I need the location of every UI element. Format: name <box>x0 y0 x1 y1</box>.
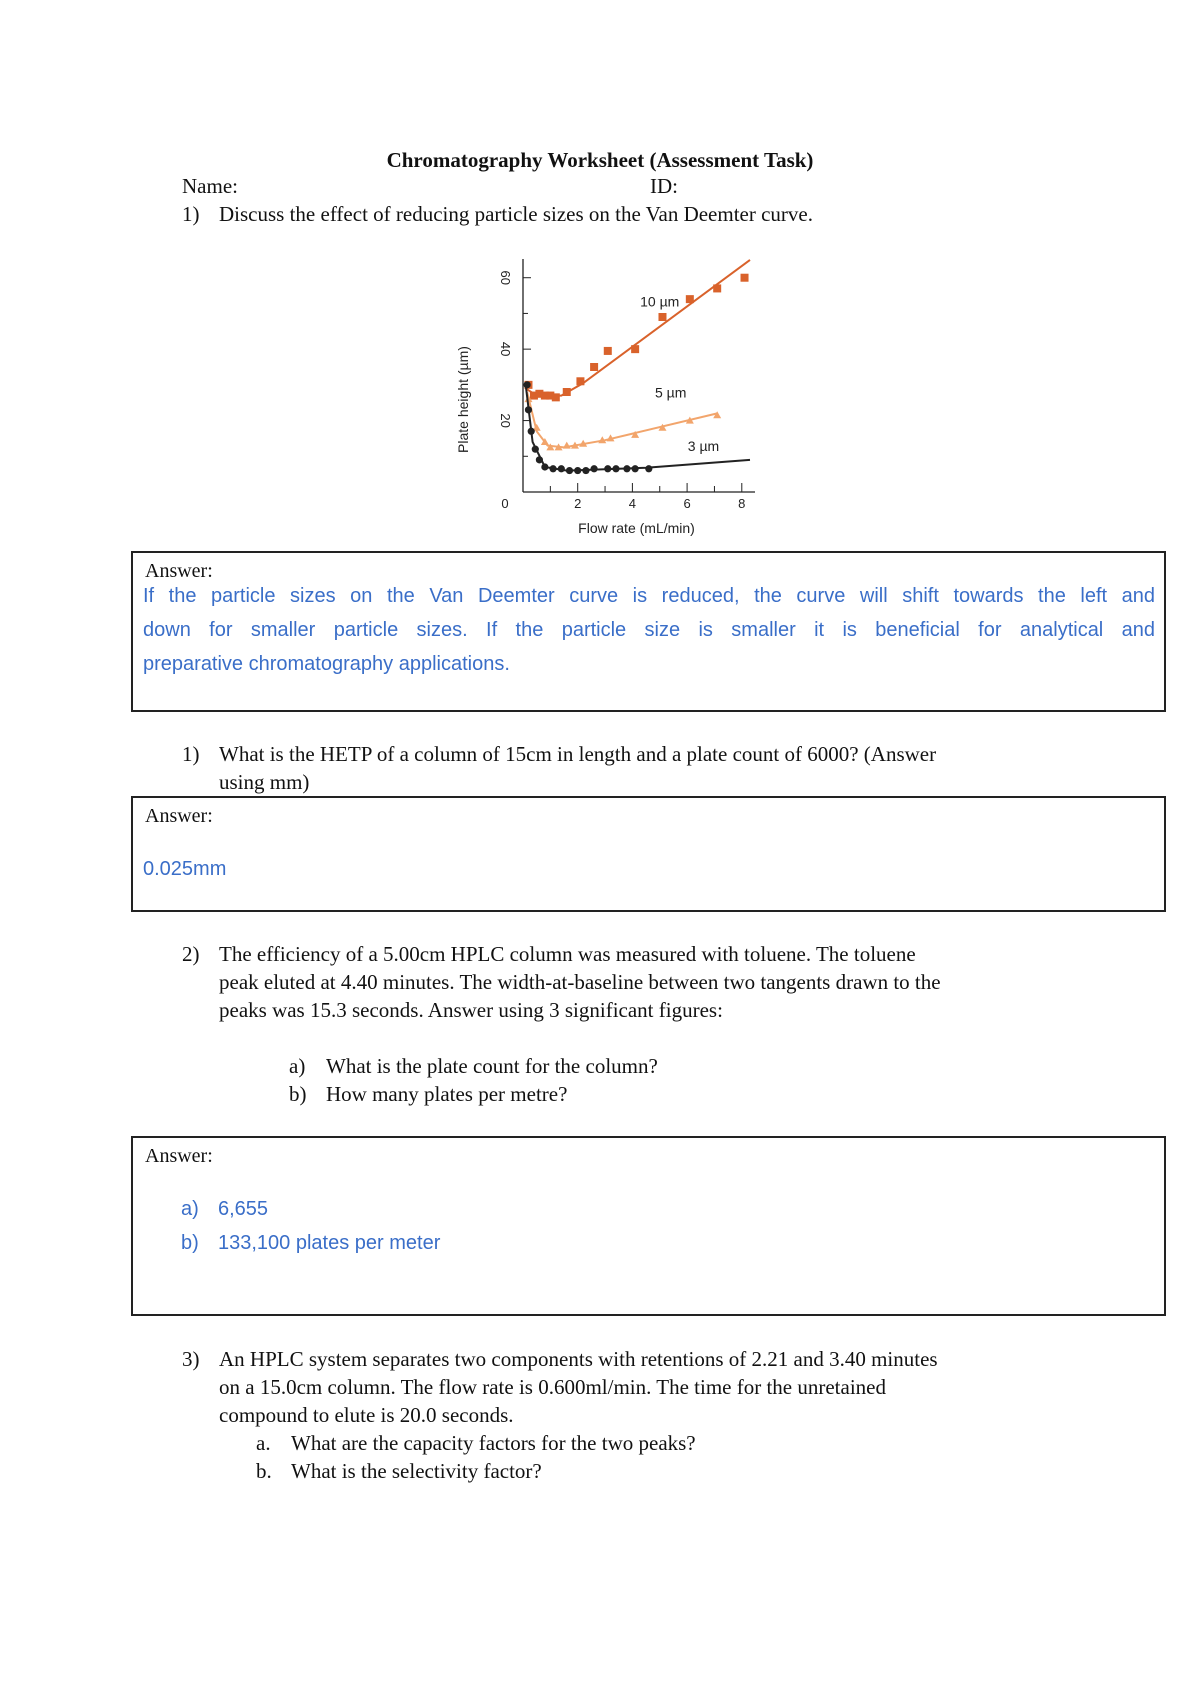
series-label: 5 µm <box>654 384 687 401</box>
question-3-sub-a: What is the plate count for the column? <box>326 1054 658 1078</box>
data-point-3um <box>541 463 548 470</box>
answer-box-3[interactable] <box>131 1136 1166 1316</box>
data-point-3um <box>632 465 639 472</box>
question-4-sub-a: What are the capacity factors for the two peaks? <box>291 1431 696 1455</box>
question-4-sub-a-number: a. <box>256 1431 271 1455</box>
y-tick-label: 20 <box>498 413 513 428</box>
x-tick-label: 4 <box>628 496 637 511</box>
question-4-line-2: on a 15.0cm column. The flow rate is 0.600ml/min. The time for the unretained <box>219 1375 886 1399</box>
data-point-10um <box>590 363 598 371</box>
data-point-3um <box>532 446 539 453</box>
series-fit-line <box>526 260 750 396</box>
data-point-10um <box>631 345 639 353</box>
question-4-line-3: compound to elute is 20.0 seconds. <box>219 1403 514 1427</box>
data-point-3um <box>604 465 611 472</box>
data-point-3um <box>612 465 619 472</box>
data-point-3um <box>536 456 543 463</box>
data-point-3um <box>525 406 532 413</box>
data-point-10um <box>604 347 612 355</box>
question-4-number: 3) <box>182 1347 200 1371</box>
question-3-sub-b: How many plates per metre? <box>326 1082 568 1106</box>
data-point-3um <box>524 381 531 388</box>
answer-3b-value: 133,100 plates per meter <box>218 1232 441 1254</box>
question-4-sub-b-number: b. <box>256 1459 272 1483</box>
data-point-3um <box>528 428 535 435</box>
data-point-3um <box>623 465 630 472</box>
name-label: Name: <box>182 174 238 198</box>
data-point-3um <box>591 465 598 472</box>
question-3-line-1: The efficiency of a 5.00cm HPLC column was measured with toluene. The toluene <box>219 942 916 966</box>
answer-label: Answer: <box>145 560 213 582</box>
answer-2-value: 0.025mm <box>143 858 227 880</box>
page-title: Chromatography Worksheet (Assessment Task) <box>386 148 814 172</box>
data-point-3um <box>549 465 556 472</box>
answer-1-line-1: If the particle sizes on the Van Deemter curve is reduced, the curve will shift towards the left and <box>143 585 1155 607</box>
question-4-sub-b: What is the selectivity factor? <box>291 1459 542 1483</box>
answer-3a-value: 6,655 <box>218 1198 269 1220</box>
question-3-sub-b-number: b) <box>289 1082 307 1106</box>
answer-label: Answer: <box>145 805 213 827</box>
data-point-3um <box>582 467 589 474</box>
data-point-10um <box>576 377 584 385</box>
answer-3a-number: a) <box>181 1198 199 1220</box>
question-4-line-1: An HPLC system separates two components with retentions of 2.21 and 3.40 minutes <box>219 1347 938 1371</box>
series-label: 10 µm <box>640 293 680 310</box>
data-point-5um <box>563 442 571 449</box>
x-tick-label: 6 <box>683 496 691 511</box>
question-1-number: 1) <box>182 202 200 226</box>
data-point-10um <box>658 313 666 321</box>
x-tick-label: 2 <box>574 496 582 511</box>
data-point-10um <box>552 393 560 401</box>
answer-3b-number: b) <box>181 1232 199 1254</box>
data-point-10um <box>563 388 571 396</box>
answer-label: Answer: <box>145 1145 213 1167</box>
origin-label: 0 <box>501 496 509 511</box>
data-point-3um <box>645 465 652 472</box>
data-point-3um <box>566 467 573 474</box>
series-label: 3 µm <box>687 437 720 454</box>
answer-box-2[interactable] <box>131 796 1166 912</box>
answer-1-line-2: down for smaller particle sizes. If the particle size is smaller it is beneficial for analytical and <box>143 619 1155 641</box>
y-tick-label: 40 <box>498 341 513 357</box>
data-point-3um <box>574 467 581 474</box>
data-point-10um <box>713 284 721 292</box>
data-point-10um <box>741 274 749 282</box>
y-tick-label: 60 <box>498 270 513 285</box>
data-point-10um <box>686 295 694 303</box>
question-3-line-3: peaks was 15.3 seconds. Answer using 3 significant figures: <box>219 998 723 1022</box>
question-2-line-2: using mm) <box>219 770 310 794</box>
question-1-text: Discuss the effect of reducing particle sizes on the Van Deemter curve. <box>219 202 813 226</box>
question-2-number: 1) <box>182 742 200 766</box>
x-axis-label: Flow rate (mL/min) <box>578 520 695 536</box>
answer-box-1[interactable] <box>131 551 1166 712</box>
data-point-3um <box>558 465 565 472</box>
id-label: ID: <box>650 174 678 198</box>
y-axis-label: Plate height (µm) <box>455 346 471 453</box>
question-3-sub-a-number: a) <box>289 1054 306 1078</box>
question-2-line-1: What is the HETP of a column of 15cm in length and a plate count of 6000? (Answer <box>219 742 937 766</box>
question-3-number: 2) <box>182 942 200 966</box>
answer-1-line-3: preparative chromatography applications. <box>143 653 510 675</box>
question-3-line-2: peak eluted at 4.40 minutes. The width-at-baseline between two tangents drawn to the <box>219 970 941 994</box>
x-tick-label: 8 <box>738 496 746 511</box>
van-deemter-chart <box>440 255 840 555</box>
